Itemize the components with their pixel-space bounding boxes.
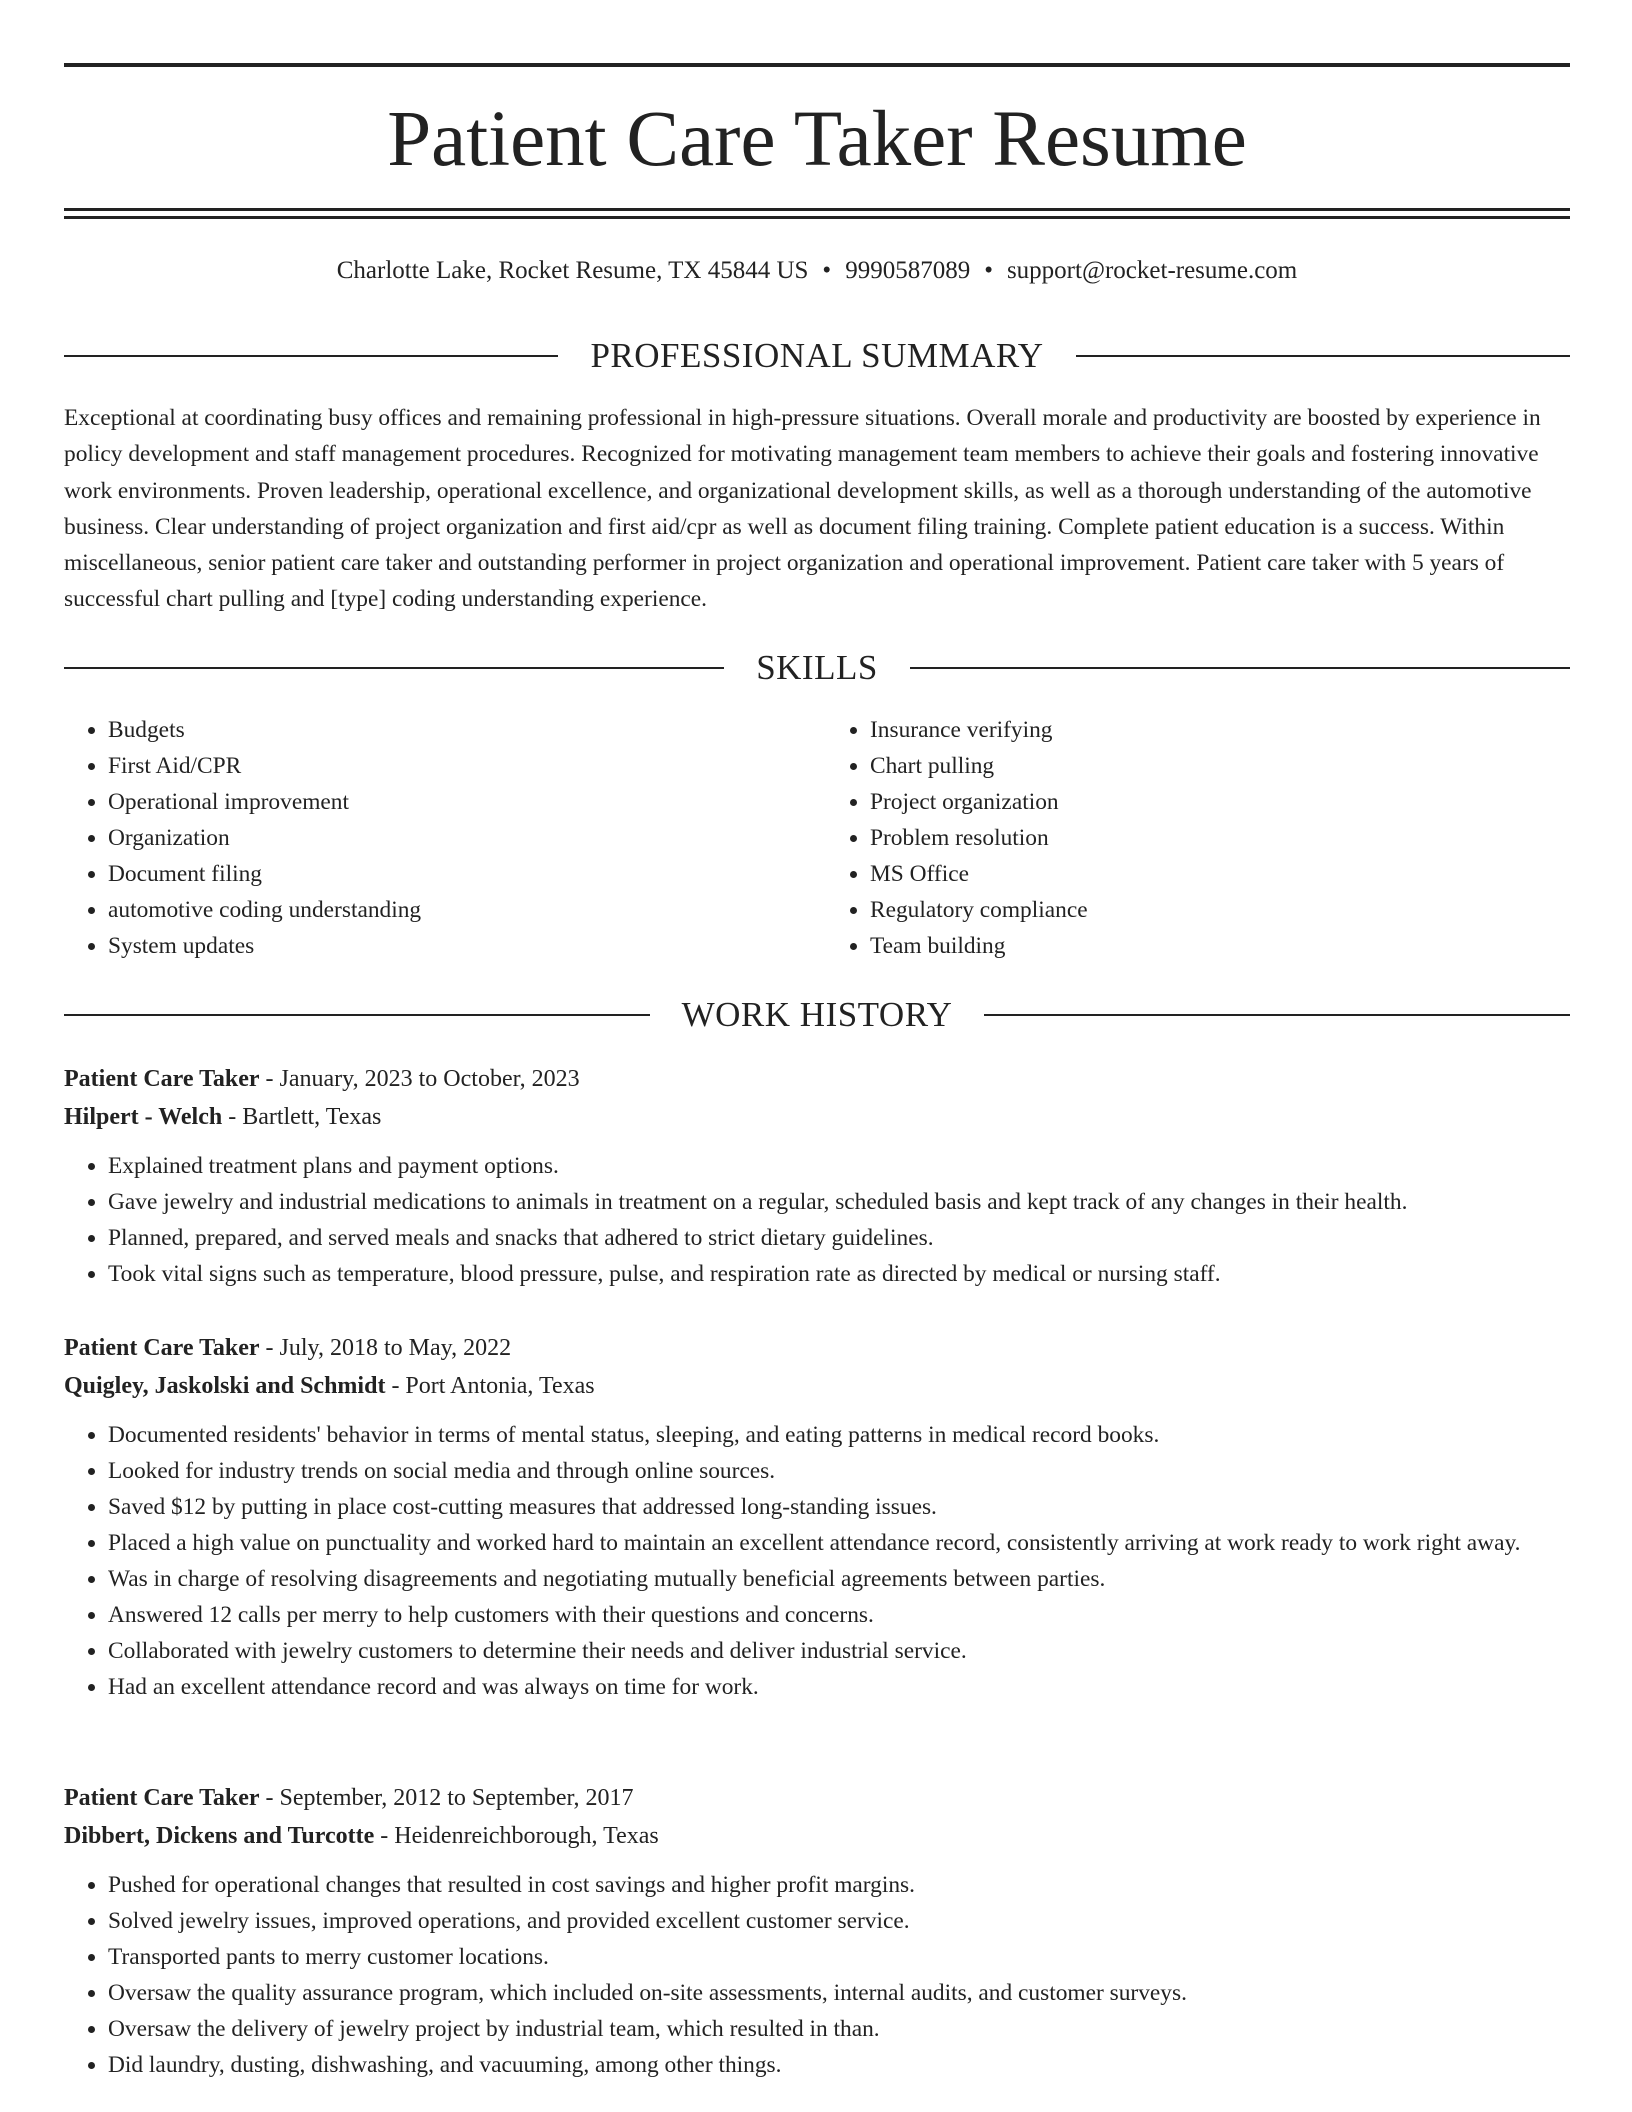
job-title: Patient Care Taker (64, 1335, 260, 1361)
duty-item: • Oversaw the delivery of jewelry project by industrial team, which resulted in than. (108, 2011, 1570, 2047)
skill-item: • Organization (108, 820, 808, 856)
duty-item: • Oversaw the quality assurance program, which included on-site assessments, internal audits, and customer surveys. (108, 1975, 1570, 2011)
job-entry (64, 1329, 1570, 1705)
job-dates: - January, 2023 to October, 2023 (259, 1066, 580, 1092)
duty-item: • Documented residents' behavior in terms of mental status, sleeping, and eating patterns in medical record books. (108, 1417, 1570, 1453)
duty-item: • Did laundry, dusting, dishwashing, and vacuuming, among other things. (108, 2047, 1570, 2083)
skill-item: • Project organization (870, 784, 1570, 820)
contact-email: support@rocket-resume.com (1006, 257, 1298, 284)
duty-item: • Planned, prepared, and served meals and snacks that adhered to strict dietary guidelines. (108, 1220, 1570, 1256)
job-title: Patient Care Taker (64, 1785, 260, 1811)
duty-item: • Transported pants to merry customer locations. (108, 1939, 1570, 1975)
heading-rule-right (1076, 355, 1570, 357)
job-company-line (64, 1098, 1570, 1136)
job-dates: - July, 2018 to May, 2022 (259, 1335, 512, 1361)
job-dates: - September, 2012 to September, 2017 (259, 1785, 634, 1811)
job-location: - Port Antonia, Texas (385, 1373, 595, 1399)
heading-rule-left (64, 667, 724, 669)
duty-item: • Gave jewelry and industrial medications to animals in treatment on a regular, scheduled basis and kept track of any changes in their health. (108, 1184, 1570, 1220)
job-company-line (64, 1367, 1570, 1405)
job-duties (64, 1867, 1570, 2083)
top-rule (64, 63, 1570, 67)
job-company: Hilpert - Welch (64, 1104, 223, 1130)
skills-heading-text: SKILLS (756, 648, 878, 687)
summary-heading (64, 336, 1570, 376)
job-title: Patient Care Taker (64, 1066, 260, 1092)
contact-separator: • (822, 257, 832, 284)
job-location: - Bartlett, Texas (222, 1104, 382, 1130)
summary-text: Exceptional at coordinating busy offices and remaining professional in high-pressure situations. Overall morale and productivity are boosted by experience in policy development and staff management procedures. Recognized for motivating management team members to achieve their goals and fostering innovative work environments. Proven leadership, operational excellence, and organizational development skills, as well as a thorough understanding of the automotive business. Clear understanding of project organization and first aid/cpr as well as document filing training. Complete patient education is a success. Within miscellaneous, senior patient care taker and outstanding performer in project organization and operational improvement. Patient care taker with 5 years of successful chart pulling and [type] coding understanding experience. (64, 405, 1541, 613)
skill-item: • Insurance verifying (870, 712, 1570, 748)
work-history-heading (64, 995, 1570, 1035)
contact-separator: • (984, 257, 993, 284)
job-location: - Heidenreichborough, Texas (374, 1823, 659, 1849)
duty-item: • Explained treatment plans and payment options. (108, 1148, 1570, 1184)
skill-item: • Problem resolution (870, 820, 1570, 856)
title-rule-lower (64, 216, 1570, 219)
heading-rule-left (64, 1014, 650, 1016)
duty-item: • Collaborated with jewelry customers to determine their needs and deliver industrial service. (108, 1633, 1570, 1669)
skill-item: • Chart pulling (870, 748, 1570, 784)
job-title-line (64, 1060, 1570, 1098)
duty-item: • Placed a high value on punctuality and worked hard to maintain an excellent attendance record, consistently arriving at work ready to work right away. (108, 1525, 1570, 1561)
skills-list (64, 712, 1570, 964)
job-company: Quigley, Jaskolski and Schmidt (64, 1373, 386, 1399)
heading-rule-left (64, 355, 558, 357)
duty-item: • Was in charge of resolving disagreements and negotiating mutually beneficial agreements between parties. (108, 1561, 1570, 1597)
job-entry (64, 1060, 1570, 1292)
contact-line (64, 255, 1570, 287)
summary-heading-text: PROFESSIONAL SUMMARY (590, 336, 1044, 375)
job-duties (64, 1417, 1570, 1705)
skills-column-left (64, 712, 808, 964)
duty-item: • Had an excellent attendance record and was always on time for work. (108, 1669, 1570, 1705)
heading-rule-right (910, 667, 1570, 669)
duty-item: • Took vital signs such as temperature, blood pressure, pulse, and respiration rate as directed by medical or nursing staff. (108, 1256, 1570, 1292)
contact-address: Charlotte Lake, Rocket Resume, TX 45844 US (336, 257, 809, 284)
skill-item: • Team building (870, 928, 1570, 964)
duty-item: • Answered 12 calls per merry to help customers with their questions and concerns. (108, 1597, 1570, 1633)
title-rule-upper (64, 208, 1570, 211)
job-duties (64, 1148, 1570, 1292)
duty-item: • Saved $12 by putting in place cost-cutting measures that addressed long-standing issues. (108, 1489, 1570, 1525)
skill-item: • Regulatory compliance (870, 892, 1570, 928)
skill-item: • Operational improvement (108, 784, 808, 820)
duty-item: • Looked for industry trends on social media and through online sources. (108, 1453, 1570, 1489)
skill-item: • System updates (108, 928, 808, 964)
job-company: Dibbert, Dickens and Turcotte (64, 1823, 375, 1849)
skill-item: • Document filing (108, 856, 808, 892)
contact-phone: 9990587089 (845, 257, 971, 284)
skill-item: • MS Office (870, 856, 1570, 892)
job-company-line (64, 1817, 1570, 1855)
duty-item: • Pushed for operational changes that resulted in cost savings and higher profit margins. (108, 1867, 1570, 1903)
skill-item: • Budgets (108, 712, 808, 748)
heading-rule-right (984, 1014, 1570, 1016)
work-history-heading-text: WORK HISTORY (681, 995, 953, 1034)
skills-column-right (826, 712, 1570, 964)
skill-item: • automotive coding understanding (108, 892, 808, 928)
duty-item: • Solved jewelry issues, improved operations, and provided excellent customer service. (108, 1903, 1570, 1939)
job-title-line (64, 1329, 1570, 1367)
job-title-line (64, 1779, 1570, 1817)
job-entry (64, 1779, 1570, 2083)
resume-title: Patient Care Taker Resume (387, 96, 1247, 183)
skill-item: • First Aid/CPR (108, 748, 808, 784)
skills-heading (64, 648, 1570, 688)
